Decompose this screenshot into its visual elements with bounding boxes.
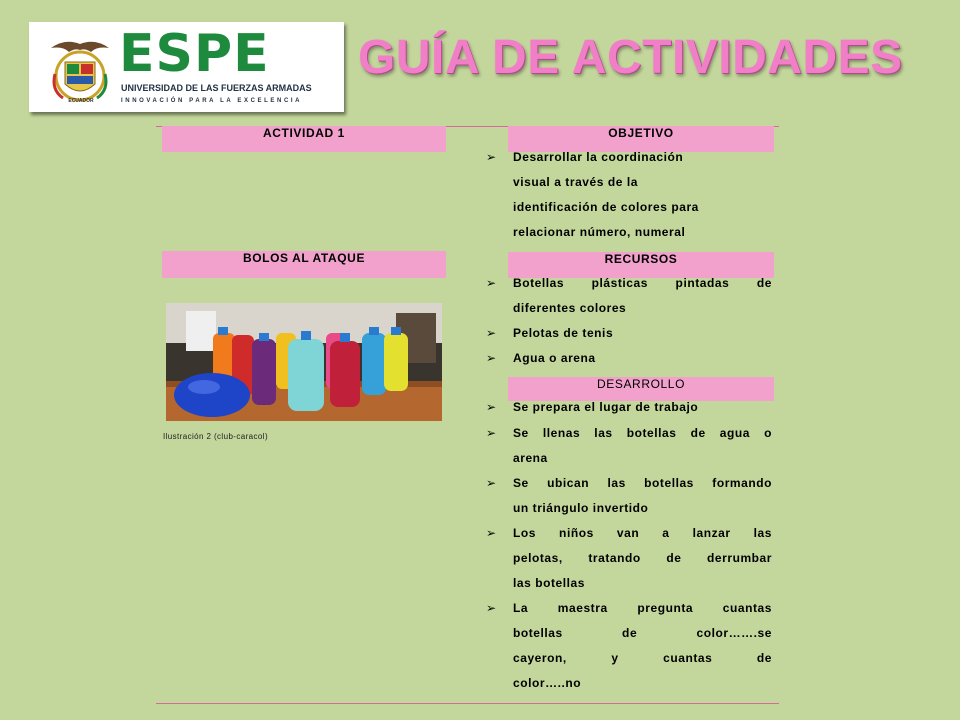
arrow-bullet-icon: ➢ bbox=[486, 526, 497, 540]
arrow-bullet-icon: ➢ bbox=[486, 400, 497, 414]
desarrollo-line: pelotas, tratando de derrumbar bbox=[513, 551, 772, 565]
arrow-bullet-icon: ➢ bbox=[486, 476, 497, 490]
desarrollo-line: Los niños van a lanzar las bbox=[513, 526, 772, 540]
arrow-bullet-icon: ➢ bbox=[486, 426, 497, 440]
table-bottom-rule bbox=[156, 703, 779, 704]
desarrollo-line: La maestra pregunta cuantas bbox=[513, 601, 772, 615]
page-title: GUÍA DE ACTIVIDADES bbox=[358, 31, 903, 84]
objetivo-line: visual a través de la bbox=[513, 175, 638, 189]
objetivo-item bbox=[486, 145, 772, 245]
arrow-bullet-icon: ➢ bbox=[486, 326, 497, 340]
recursos-line: diferentes colores bbox=[513, 301, 627, 315]
desarrollo-item bbox=[486, 521, 772, 596]
espe-wordmark: ESPE bbox=[119, 24, 270, 84]
desarrollo-line: un triángulo invertido bbox=[513, 501, 649, 515]
objetivo-line: relacionar número, numeral bbox=[513, 225, 686, 239]
bottles-illustration bbox=[166, 303, 442, 421]
university-tagline: INNOVACIÓN PARA LA EXCELENCIA bbox=[121, 98, 303, 104]
recursos-line: Botellas plásticas pintadas de bbox=[513, 276, 772, 290]
desarrollo-line: arena bbox=[513, 451, 548, 465]
recursos-item bbox=[486, 346, 772, 371]
activity-number-header: ACTIVIDAD 1 bbox=[162, 126, 446, 152]
recursos-item bbox=[486, 321, 772, 346]
recursos-line: Agua o arena bbox=[513, 351, 596, 365]
desarrollo-line: botellas de color…….se bbox=[513, 626, 772, 640]
recursos-line: Pelotas de tenis bbox=[513, 326, 614, 340]
desarrollo-line: color…..no bbox=[513, 676, 582, 690]
photo-caption: Ilustración 2 (club-caracol) bbox=[163, 432, 269, 441]
desarrollo-line: Se prepara el lugar de trabajo bbox=[513, 400, 699, 414]
desarrollo-item bbox=[486, 421, 772, 471]
objetivo-header: OBJETIVO bbox=[508, 126, 774, 152]
university-name: UNIVERSIDAD DE LAS FUERZAS ARMADAS bbox=[121, 83, 312, 93]
objetivo-line: identificación de colores para bbox=[513, 200, 699, 214]
desarrollo-line: las botellas bbox=[513, 576, 585, 590]
desarrollo-item bbox=[486, 395, 772, 420]
seal-country-label: ECUADOR bbox=[68, 98, 94, 104]
objetivo-line: Desarrollar la coordinación bbox=[513, 150, 684, 164]
arrow-bullet-icon: ➢ bbox=[486, 601, 497, 615]
desarrollo-line: cayeron, y cuantas de bbox=[513, 651, 772, 665]
arrow-bullet-icon: ➢ bbox=[486, 276, 497, 290]
desarrollo-line: Se llenas las botellas de agua o bbox=[513, 426, 772, 440]
desarrollo-item bbox=[486, 471, 772, 521]
activity-name-header: BOLOS AL ATAQUE bbox=[162, 251, 446, 278]
recursos-item bbox=[486, 271, 772, 321]
recursos-header: RECURSOS bbox=[508, 252, 774, 278]
arrow-bullet-icon: ➢ bbox=[486, 150, 497, 164]
espe-logo bbox=[29, 22, 344, 112]
arrow-bullet-icon: ➢ bbox=[486, 351, 497, 365]
bowling-bottles-photo bbox=[166, 303, 442, 421]
desarrollo-line: Se ubican las botellas formando bbox=[513, 476, 772, 490]
desarrollo-item bbox=[486, 596, 772, 696]
desarrollo-header: DESARROLLO bbox=[508, 377, 774, 401]
